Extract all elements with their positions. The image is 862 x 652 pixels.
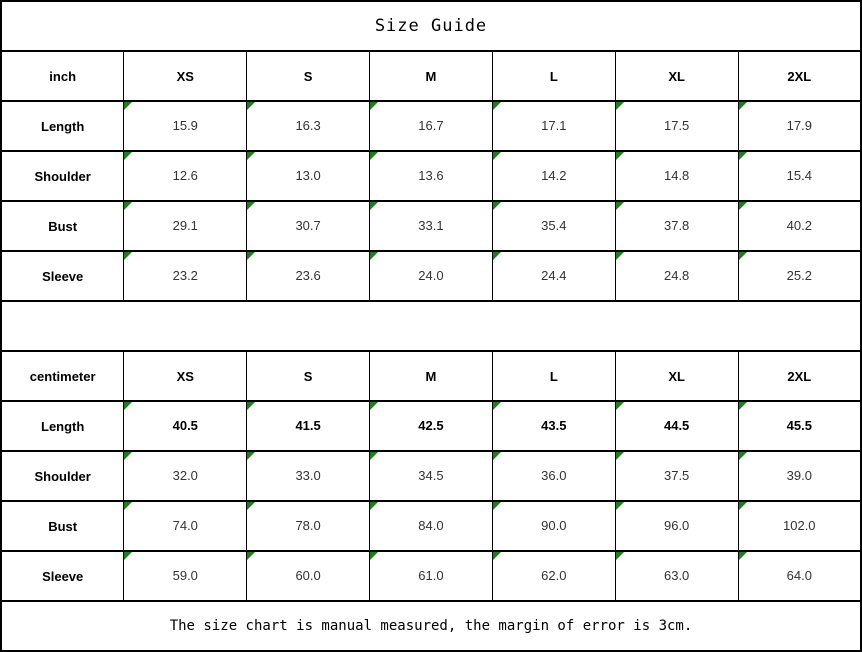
- table-row: [1, 401, 861, 451]
- size-value-cell: [370, 451, 493, 501]
- corner-marker-icon: [739, 152, 747, 160]
- size-value: 43.5: [541, 418, 567, 433]
- size-value-cell: [370, 551, 493, 601]
- size-value-cell: [124, 151, 247, 201]
- measure-label-cell: Bust: [1, 201, 124, 251]
- unit-header-cell-centimeter: centimeter: [1, 351, 124, 401]
- size-value: 17.5: [663, 118, 690, 133]
- size-value-cell: [615, 551, 738, 601]
- size-value: 15.4: [786, 168, 812, 183]
- size-value: 40.5: [172, 418, 198, 433]
- size-value: 12.6: [172, 168, 198, 183]
- size-value-cell: [615, 101, 738, 151]
- corner-marker-icon: [247, 252, 255, 260]
- size-value-cell: [492, 501, 615, 551]
- size-header-m: M: [370, 351, 493, 401]
- footer-note: The size chart is manual measured, the margin of error is 3cm.: [1, 601, 861, 651]
- size-value: 63.0: [663, 568, 690, 583]
- size-value: 34.5: [418, 468, 444, 483]
- size-value-cell: [492, 201, 615, 251]
- size-header-xl: XL: [615, 51, 738, 101]
- size-value-cell: [615, 201, 738, 251]
- corner-marker-icon: [739, 252, 747, 260]
- corner-marker-icon: [124, 152, 132, 160]
- size-value-cell: [492, 101, 615, 151]
- size-value: 24.0: [418, 268, 444, 283]
- size-value-cell: [738, 551, 861, 601]
- size-value: 24.8: [663, 268, 690, 283]
- measure-label-cell: Sleeve: [1, 551, 124, 601]
- size-value-cell: [370, 251, 493, 301]
- corner-marker-icon: [493, 552, 501, 560]
- inch-header-row: [1, 51, 861, 101]
- corner-marker-icon: [493, 502, 501, 510]
- corner-marker-icon: [370, 502, 378, 510]
- sheet-title: Size Guide: [1, 1, 861, 51]
- corner-marker-icon: [247, 202, 255, 210]
- measure-label-cell: Length: [1, 401, 124, 451]
- size-value: 64.0: [786, 568, 812, 583]
- size-value-cell: [615, 251, 738, 301]
- corner-marker-icon: [370, 202, 378, 210]
- cm-header-row: [1, 351, 861, 401]
- spacer-cell: [1, 301, 861, 351]
- corner-marker-icon: [124, 452, 132, 460]
- size-value-cell: [124, 251, 247, 301]
- corner-marker-icon: [247, 452, 255, 460]
- table-row: [1, 101, 861, 151]
- size-header-m: M: [370, 51, 493, 101]
- corner-marker-icon: [739, 102, 747, 110]
- size-value: 90.0: [541, 518, 567, 533]
- corner-marker-icon: [616, 102, 624, 110]
- measure-label-cell: Shoulder: [1, 151, 124, 201]
- size-value-cell: [247, 101, 370, 151]
- size-value-cell: [370, 151, 493, 201]
- corner-marker-icon: [493, 252, 501, 260]
- size-value: 25.2: [786, 268, 812, 283]
- size-value: 37.5: [663, 468, 690, 483]
- size-value-cell: [124, 401, 247, 451]
- corner-marker-icon: [493, 152, 501, 160]
- corner-marker-icon: [370, 252, 378, 260]
- size-value: 23.6: [295, 268, 321, 283]
- size-value: 23.2: [172, 268, 198, 283]
- size-value-cell: [738, 151, 861, 201]
- size-value: 74.0: [172, 518, 198, 533]
- size-header-l: L: [492, 351, 615, 401]
- size-value: 45.5: [786, 418, 812, 433]
- size-value-cell: [738, 401, 861, 451]
- size-value: 84.0: [418, 518, 444, 533]
- table-row: [1, 151, 861, 201]
- size-value: 39.0: [786, 468, 812, 483]
- size-value-cell: [370, 101, 493, 151]
- corner-marker-icon: [616, 552, 624, 560]
- unit-header-cell-inch: inch: [1, 51, 124, 101]
- size-value-cell: [247, 251, 370, 301]
- size-value: 61.0: [418, 568, 444, 583]
- corner-marker-icon: [616, 202, 624, 210]
- size-header-xl: XL: [615, 351, 738, 401]
- corner-marker-icon: [370, 552, 378, 560]
- corner-marker-icon: [493, 202, 501, 210]
- measure-label-cell: Bust: [1, 501, 124, 551]
- size-value-cell: [124, 451, 247, 501]
- size-value-cell: [124, 201, 247, 251]
- size-value: 40.2: [786, 218, 812, 233]
- size-value: 15.9: [172, 118, 198, 133]
- size-value: 96.0: [663, 518, 690, 533]
- size-value-cell: [247, 551, 370, 601]
- size-value: 14.8: [663, 168, 690, 183]
- size-value: 102.0: [783, 518, 816, 533]
- size-value: 41.5: [295, 418, 321, 433]
- size-value-cell: [615, 451, 738, 501]
- size-value: 42.5: [418, 418, 444, 433]
- corner-marker-icon: [739, 502, 747, 510]
- size-header-xs: XS: [124, 351, 247, 401]
- size-value-cell: [370, 401, 493, 451]
- size-value-cell: [247, 451, 370, 501]
- corner-marker-icon: [493, 452, 501, 460]
- corner-marker-icon: [616, 402, 624, 410]
- size-value: 33.0: [295, 468, 321, 483]
- footer-row: [1, 601, 861, 651]
- size-value-cell: [492, 451, 615, 501]
- corner-marker-icon: [247, 152, 255, 160]
- size-value: 13.6: [418, 168, 444, 183]
- corner-marker-icon: [370, 402, 378, 410]
- size-value-cell: [615, 151, 738, 201]
- corner-marker-icon: [739, 552, 747, 560]
- corner-marker-icon: [370, 152, 378, 160]
- size-header-2xl: 2XL: [738, 351, 861, 401]
- size-value: 59.0: [172, 568, 198, 583]
- size-value-cell: [738, 501, 861, 551]
- size-value-cell: [124, 101, 247, 151]
- size-value-cell: [492, 551, 615, 601]
- size-header-xs: XS: [124, 51, 247, 101]
- size-value-cell: [247, 151, 370, 201]
- size-value: 13.0: [295, 168, 321, 183]
- corner-marker-icon: [616, 252, 624, 260]
- title-row: [1, 1, 861, 51]
- size-value-cell: [247, 201, 370, 251]
- size-value: 17.9: [786, 118, 812, 133]
- table-row: [1, 551, 861, 601]
- corner-marker-icon: [739, 402, 747, 410]
- corner-marker-icon: [124, 252, 132, 260]
- corner-marker-icon: [739, 452, 747, 460]
- size-header-s: S: [247, 351, 370, 401]
- corner-marker-icon: [370, 102, 378, 110]
- corner-marker-icon: [124, 502, 132, 510]
- corner-marker-icon: [247, 102, 255, 110]
- size-value: 16.7: [418, 118, 444, 133]
- size-value-cell: [247, 501, 370, 551]
- corner-marker-icon: [616, 452, 624, 460]
- size-value-cell: [615, 501, 738, 551]
- size-value: 36.0: [541, 468, 567, 483]
- table-row: [1, 501, 861, 551]
- table-row: [1, 451, 861, 501]
- corner-marker-icon: [124, 552, 132, 560]
- corner-marker-icon: [247, 502, 255, 510]
- size-value-cell: [492, 401, 615, 451]
- size-value: 30.7: [295, 218, 321, 233]
- size-value: 29.1: [172, 218, 198, 233]
- size-value-cell: [247, 401, 370, 451]
- corner-marker-icon: [247, 402, 255, 410]
- corner-marker-icon: [370, 452, 378, 460]
- size-value: 37.8: [663, 218, 690, 233]
- corner-marker-icon: [616, 502, 624, 510]
- size-header-l: L: [492, 51, 615, 101]
- table-row: [1, 251, 861, 301]
- size-value-cell: [124, 501, 247, 551]
- corner-marker-icon: [616, 152, 624, 160]
- size-value-cell: [738, 451, 861, 501]
- measure-label-cell: Length: [1, 101, 124, 151]
- size-value: 32.0: [172, 468, 198, 483]
- size-value: 62.0: [541, 568, 567, 583]
- size-value: 16.3: [295, 118, 321, 133]
- corner-marker-icon: [493, 102, 501, 110]
- size-value: 17.1: [541, 118, 567, 133]
- size-value-cell: [738, 251, 861, 301]
- size-value: 35.4: [541, 218, 567, 233]
- corner-marker-icon: [124, 402, 132, 410]
- spacer-row: [1, 301, 861, 351]
- size-value: 24.4: [541, 268, 567, 283]
- size-value-cell: [738, 101, 861, 151]
- size-value-cell: [492, 151, 615, 201]
- table-row: [1, 201, 861, 251]
- size-value-cell: [124, 551, 247, 601]
- corner-marker-icon: [124, 202, 132, 210]
- measure-label-cell: Shoulder: [1, 451, 124, 501]
- corner-marker-icon: [247, 552, 255, 560]
- size-value-cell: [370, 501, 493, 551]
- size-value: 33.1: [418, 218, 444, 233]
- measure-label-cell: Sleeve: [1, 251, 124, 301]
- size-value: 78.0: [295, 518, 321, 533]
- size-value-cell: [370, 201, 493, 251]
- size-value: 14.2: [541, 168, 567, 183]
- corner-marker-icon: [493, 402, 501, 410]
- corner-marker-icon: [739, 202, 747, 210]
- size-value-cell: [738, 201, 861, 251]
- size-header-2xl: 2XL: [738, 51, 861, 101]
- size-value-cell: [492, 251, 615, 301]
- size-value-cell: [615, 401, 738, 451]
- size-header-s: S: [247, 51, 370, 101]
- size-value: 44.5: [663, 418, 690, 433]
- size-value: 60.0: [295, 568, 321, 583]
- corner-marker-icon: [124, 102, 132, 110]
